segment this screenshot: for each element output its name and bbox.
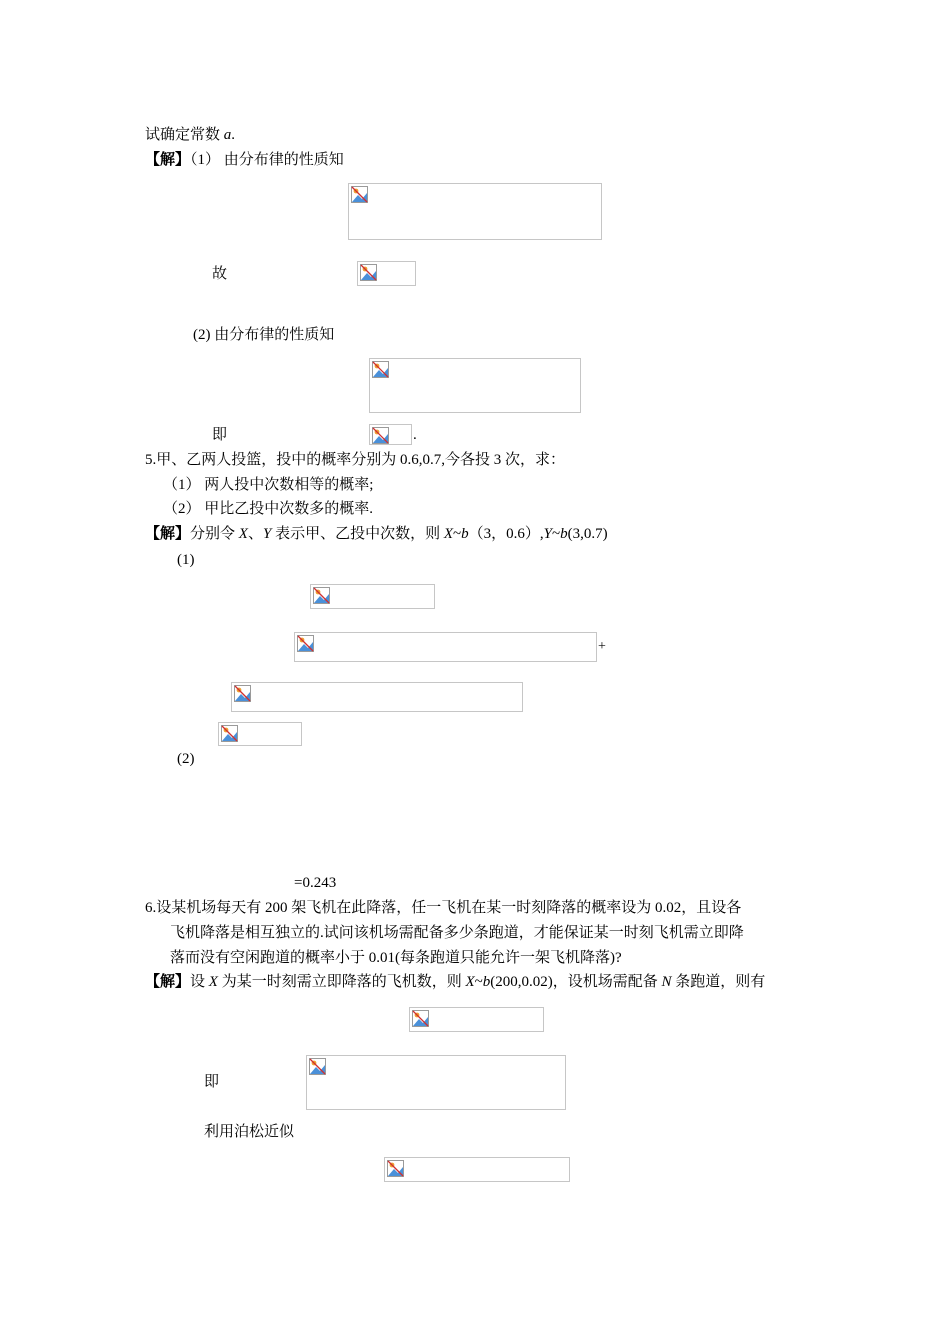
question-line: [170, 947, 622, 969]
formula-image: [218, 722, 302, 746]
var-x: X: [465, 974, 475, 990]
formula-image: [369, 424, 412, 445]
broken-image-icon: [412, 1010, 429, 1027]
var-y: Y: [543, 526, 552, 542]
text: 条跑道，则有: [671, 974, 766, 990]
result-value: =0.243: [294, 875, 337, 891]
text: 分别令: [190, 526, 239, 542]
var-n: N: [661, 974, 672, 990]
formula-image: [357, 261, 416, 286]
solution-label: 【解】: [145, 974, 191, 990]
broken-image-icon: [351, 186, 368, 203]
text: (2) 由分布律的性质知: [193, 327, 335, 343]
text: 、: [247, 526, 263, 542]
question-line: [163, 498, 373, 520]
text: 试确定常数: [145, 127, 224, 143]
var-b: b: [461, 526, 469, 542]
solution-line: [145, 149, 344, 171]
text-line: [598, 636, 606, 658]
text: .: [413, 427, 417, 443]
text-line: [204, 1121, 294, 1143]
broken-image-icon: [387, 1160, 404, 1177]
solution-line: [145, 523, 608, 545]
text: 即: [204, 1074, 220, 1090]
broken-image-icon: [297, 635, 314, 652]
text-line: [177, 549, 195, 571]
formula-image: [409, 1007, 544, 1032]
text-line: [413, 424, 417, 446]
text: （3，0.6）,: [468, 526, 544, 542]
text: 为某一时刻需立即降落的飞机数，则: [217, 974, 466, 990]
text-line: [177, 748, 195, 770]
broken-image-icon: [360, 264, 377, 281]
text: ~: [474, 974, 483, 990]
broken-image-icon: [313, 587, 330, 604]
text: （1） 两人投中次数相等的概率;: [163, 477, 374, 493]
text: 落而没有空闲跑道的概率小于 0.01(每条跑道只能允许一架飞机降落)?: [170, 950, 622, 966]
broken-image-icon: [372, 361, 389, 378]
broken-image-icon: [234, 685, 251, 702]
text: 即: [212, 427, 228, 443]
text: 故: [212, 266, 228, 282]
text: ~: [453, 526, 462, 542]
text: (200,0.02)，设机场需配备: [490, 974, 662, 990]
text: 表示甲、乙投中次数，则: [271, 526, 444, 542]
text: (3,0.7): [567, 526, 608, 542]
text: 设: [190, 974, 209, 990]
var-b: b: [560, 526, 568, 542]
text: 利用泊松近似: [204, 1124, 295, 1140]
question-line: [145, 897, 741, 919]
broken-image-icon: [372, 427, 389, 444]
text: (2): [177, 751, 195, 767]
question-line: [163, 474, 373, 496]
question-line: [170, 922, 744, 944]
formula-image: [348, 183, 602, 240]
text-line: [145, 124, 235, 146]
text: 飞机降落是相互独立的.试问该机场需配备多少条跑道，才能保证某一时刻飞机需立即降: [170, 925, 744, 941]
var-y: Y: [262, 526, 272, 542]
formula-image: [384, 1157, 570, 1182]
formula-image: [294, 632, 597, 662]
broken-image-icon: [309, 1058, 326, 1075]
var-b: b: [482, 974, 491, 990]
var-x: X: [208, 974, 218, 990]
text-line: [204, 1071, 219, 1093]
var-x: X: [238, 526, 248, 542]
formula-image: [369, 358, 581, 413]
text: 6.设某机场每天有 200 架飞机在此降落，任一飞机在某一时刻降落的概率设为 0.02，且设各: [145, 900, 742, 916]
question-line: [145, 449, 565, 471]
text: ~: [551, 526, 561, 542]
solution-label: 【解】: [145, 152, 191, 168]
formula-image: [310, 584, 435, 609]
text-line: [212, 424, 227, 446]
var-x: X: [443, 526, 453, 542]
result-line: [294, 872, 336, 894]
solution-label: 【解】: [145, 526, 191, 542]
text: （1） 由分布律的性质知: [190, 152, 344, 168]
text: (1): [177, 552, 195, 568]
text: 5.甲、乙两人投篮，投中的概率分别为 0.6,0.7,今各投 3 次，求：: [145, 452, 566, 468]
plus-sign: +: [598, 639, 606, 654]
text: .: [231, 127, 236, 143]
text-line: [212, 263, 227, 285]
var-a: a: [223, 127, 232, 143]
formula-image: [231, 682, 523, 712]
broken-image-icon: [221, 725, 238, 742]
solution-line: [145, 971, 765, 993]
formula-image: [306, 1055, 566, 1110]
text-line: [193, 324, 334, 346]
text: （2） 甲比乙投中次数多的概率.: [163, 501, 374, 517]
